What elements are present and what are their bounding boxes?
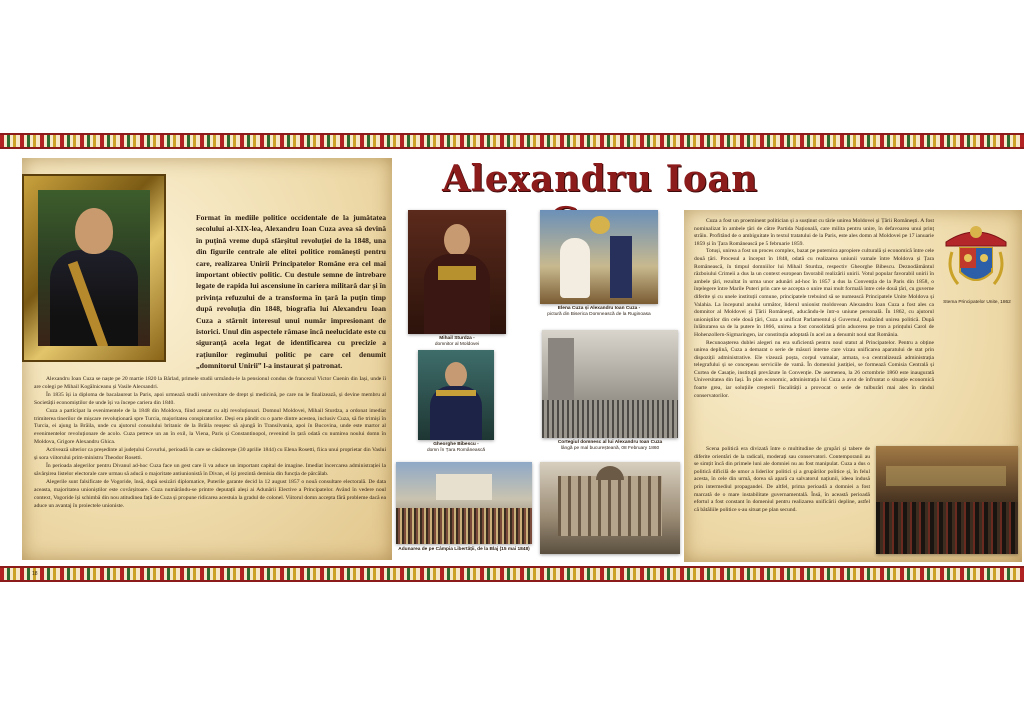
right-body-text <box>694 218 934 400</box>
caption-mihail-sturdza: Mihail Sturdza - domnitor al Moldovei <box>434 336 480 347</box>
paragraph: Scena politică era divizată între o multitudine de grupări și tabere de diferite orientări de la radicali, moderați sau conservatori. Contemporanii au se simțit încă din primele luni ale domniei nu au fost manipulat. Cuza a dus o politică dificilă de umor a liderilor politici și a grupărilor politice și, în felul acesta, în cele din urmă, dorea să apară ca salvatorul națiunii, ideea indusă prin intermediul propagandei. De altfel, prima perioadă a domniei a fost marcată de o mare instabilitate guvernamentală. Însă, în această perioadă efortul a fost constant în domeniul pentru realizarea unificării depline, astfel că bătăliile politice s-au situat pe plan secund. <box>694 446 870 513</box>
paragraph: Alexandru Ioan Cuza se naște pe 20 martie 1820 la Bârlad, primele studii urmându-le la pensionul condus de francezul Victor Cuenin din Iași, unde îi are colegi pe Mihail Kogălniceanu și Vasile Alecsandri. <box>34 376 386 390</box>
photo-university-building <box>540 462 680 554</box>
top-border <box>0 133 1024 149</box>
right-body-text-2 <box>694 446 870 514</box>
photo-mihail-sturdza <box>408 210 506 334</box>
page-title: Alexandru Ioan <box>442 158 758 200</box>
caption-coat-of-arms: Stema Principatelor Unite, 1862 <box>943 300 1011 305</box>
paragraph: Activează ulterior ca președinte al județului Covurlui, perioadă în care se căsătorește (30 aprilie 1844) cu Elena Rosetti, fiica unui proprietar din Vaslui și sora viitorului prim-ministru Theodor Rosetti. <box>34 447 386 462</box>
photo-assembly-painting <box>876 446 1018 554</box>
left-body-text <box>34 376 386 510</box>
paragraph: Cuza a fost un proeminent politician și a susținut cu tărie unirea Moldovei și Țării Românești. A fost nominalizat în ambele țări de către Partida Națională, care milita pentru unire, în defavoarea unui prinț străin. Profitând de o ambiguitate în textul tratatului de la Paris, este ales domn al Moldovei pe 17 ianuarie 1859 și în Țara Românească pe 5 februarie 1859. <box>694 218 934 247</box>
caption-elena-and-cuza: Elena Cuza și Alexandru Ioan Cuza - pictură din Biserica Domnească de la Ruginoasa <box>547 306 651 317</box>
paragraph: În 1835 își ia diploma de bacalaureat la Paris, apoi urmează studii universitare de drept și medicină, pe care nu le finalizează, și devine membru al Societății economiștilor de unde își va începe cariera din 1840. <box>34 391 386 406</box>
cuza-portrait <box>38 190 150 346</box>
page-number: 18 <box>32 571 38 577</box>
coat-of-arms-image <box>940 222 1012 296</box>
portrait-frame <box>24 176 164 360</box>
paragraph: Alegerile sunt falsificate de Vogoride, însă, după sesizări diplomatice, Puterile garante decid la 12 august 1857 o nouă consultare electorală. De data aceasta, majoritatea unioniștilor este covârșitoare. Cuza numărându-se printre deputații aleși ai Adunării Elective a Principatelor. Având în vedere noul context, Vogoride își schimbă din nou atitudinea față de Cuza și propune ridicarea acestuia la gradul de colonel. Viitorul domn accepta fără probleme dacă ea aduce un avantaj în proiectele unioniste. <box>34 478 386 509</box>
bottom-border <box>0 566 1024 582</box>
paragraph: Cuza a participat la evenimentele de la 1848 din Moldova, fiind arestat cu alți revoluționari. Domnul Moldovei, Mihail Sturdza, a ordonat imediat trimiterea tinerilor de mișcare revoluționară spre Turcia, majoritatea conspiratorilor. Deși era pândit cu o parte dintre acestea, inclusiv Cuza, să fie trimiși în Turcia, ei ajung la Brăila, unde cu ajutorul consulului britanic de la Brăila reușesc să ajungă în Transilvania, apoi în Bucovina, unde este martor al evenimentelor revoluționare de acolo. Cuza petrece un an în exil, la Viena, Paris și Constantinopol, revenind în țară odată cu numirea noului domn în Moldova, Grigore Alexandru Ghica. <box>34 407 386 446</box>
paragraph: Recunoașterea dublei alegeri nu era suficientă pentru noul statut al Principatelor. Pentru a obține unirea deplină, Cuza a demarat o serie de măsuri interne care vizau unificarea aparatului de stat prin dispoziții administrative. Ele vizează poșta, corpul vamaiar, armata, s-a centralizează administrația telegrafului și se concepeau serviciile de vamă. În domeniul justiției, se formează Comisia Centrală și Curtea de Casație, instituții prevăzute în Convenție. De asemenea, la 26 octombrie 1860 este inaugurată Universitatea din Iași. În plan economic, administrația lui Cuza a avut de înfruntat o situație economică foarte grea, iar soluțiile creșterii fiscalității a provocat o serie de tulburări mai ales în rândul conservatorilor. <box>694 339 934 399</box>
intro-text: Format în mediile politice occidentale de la jumătatea secolului al-XIX-lea, Alexandru Ioan Cuza avea să devină în puțină vreme după sfârșitul revoluției de la 1848, una din figurile centrale ale elitei politice românești pentru care, realizarea Unirii Principatelor Române era cel mai important obiectiv politic. Cu destule semne de întrebare legate de rapida lui ascensiune în cariera militară dar și în privința refuzului de a transforma în țară la puțin timp după revoluția din 1848, biografia lui Alexandru Ioan Cuza a stârnit interesul unui număr impresionant de istorici. Unul din aspectele rămase încă neelucidate este cu siguranță acela legat de identificarea cu precizie a rațiunilor regimului politic pe care cel denumit „domnitorul Unirii” l-a instaurat și patronat. <box>196 213 386 371</box>
paragraph: În perioada alegerilor pentru Divanul ad-hoc Cuza face un gest care îi va aduce un important capital de imagine. Imediat încercarea administrației la săvârșirea listelor electorale care urmau să aducă o majoritate antiunionistă în Divan, el își prezintă demisia din funcția de pârcălab. <box>34 462 386 477</box>
photo-cortegiul-domnesc <box>542 330 678 438</box>
caption-adunarea-blaj: Adunarea de pe Câmpia Libertății, de la Blaj (15 mai 1848) <box>398 547 530 552</box>
caption-gheorghe-bibescu: Gheorghe Bibescu - domn în Țara Românească <box>426 442 486 453</box>
caption-cortegiul-domnesc: Cortegiul domnesc al lui Alexandru Ioan Cuza lângă pe mal bucureșteană, 08 February 1860 <box>557 440 663 451</box>
paragraph: Totuși, unirea a fost un proces complex, bazat pe puternica apropiere culturală și economică între cele două țări. Procesul a început în 1848, odată cu realizarea uniunii vamale între Moldova și Țara Românească, în timpul domniilor lui Mihail Sturdza, respectiv Gheorghe Bibescu. Deznodământul războiului Crimeii a dus la un context european favorabil realizării unirii. Votul popular favorabil unirii în ambele țări, rezultat în urma unor adunări ad-hoc în 1857 a dus la Convenția de la Paris din 1858, o înțelegere între Marile Puteri prin care se accepta o unire mai mult formală între cele două țări, cu guverne diferite și cu unele instituții comune, principatele trebuind să se numească Principatele Unite Moldova și Valahia. La începutul anului următor, liderul unionist moldovean Alexandru Ioan Cuza a fost ales ca domnitor al Moldovei și Țării Românești, aducându-le într-o uniune personală. În 1862, cu ajutorul unioniștilor din cele două țări, Cuza a unificat Parlamentul și Guvernul, realizând unirea politică. După înlăturarea sa de la putere în 1866, unirea a fost consolidată prin aducerea pe tron a prințului Carol de Hohenzollern-Sigmaringen, iar constituția adoptată în acel an a denumit noul stat România. <box>694 248 934 338</box>
photo-elena-and-cuza <box>540 210 658 304</box>
photo-gheorghe-bibescu <box>418 350 494 440</box>
photo-adunarea-blaj <box>396 462 532 544</box>
